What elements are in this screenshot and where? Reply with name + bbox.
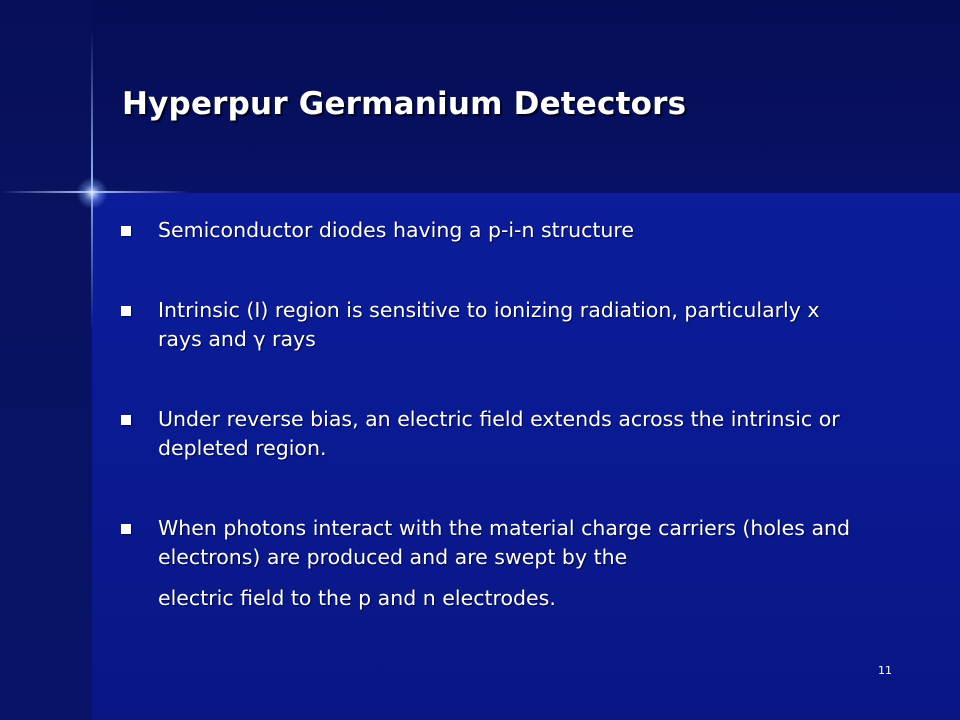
bullet-text: Intrinsic (I) region is sensitive to ionizing radiation, particularly x rays and γ rays [158, 298, 820, 351]
square-bullet-icon [121, 524, 131, 534]
bullet-text: Semiconductor diodes having a p-i-n structure [158, 218, 634, 242]
slide-title: Hyperpur Germanium Detectors [122, 86, 687, 122]
bullet-text: When photons interact with the material charge carriers (holes and electrons) are produced and are swept by the [158, 516, 851, 569]
square-bullet-icon [121, 226, 131, 236]
bullet-list [120, 216, 860, 613]
left-band [0, 0, 92, 720]
bullet-item-photon-interaction [120, 514, 860, 613]
star-flare-icon [76, 177, 108, 209]
bullet-item-reverse-bias [120, 405, 860, 463]
bullet-text: Under reverse bias, an electric field extends across the intrinsic or depleted region. [158, 407, 840, 460]
bullet-item-pin-structure [120, 216, 860, 245]
square-bullet-icon [121, 306, 131, 316]
bullet-text-continuation: electric field to the p and n electrodes. [158, 586, 556, 610]
bullet-item-intrinsic-region [120, 296, 860, 354]
square-bullet-icon [121, 415, 131, 425]
page-number: 11 [878, 664, 892, 677]
